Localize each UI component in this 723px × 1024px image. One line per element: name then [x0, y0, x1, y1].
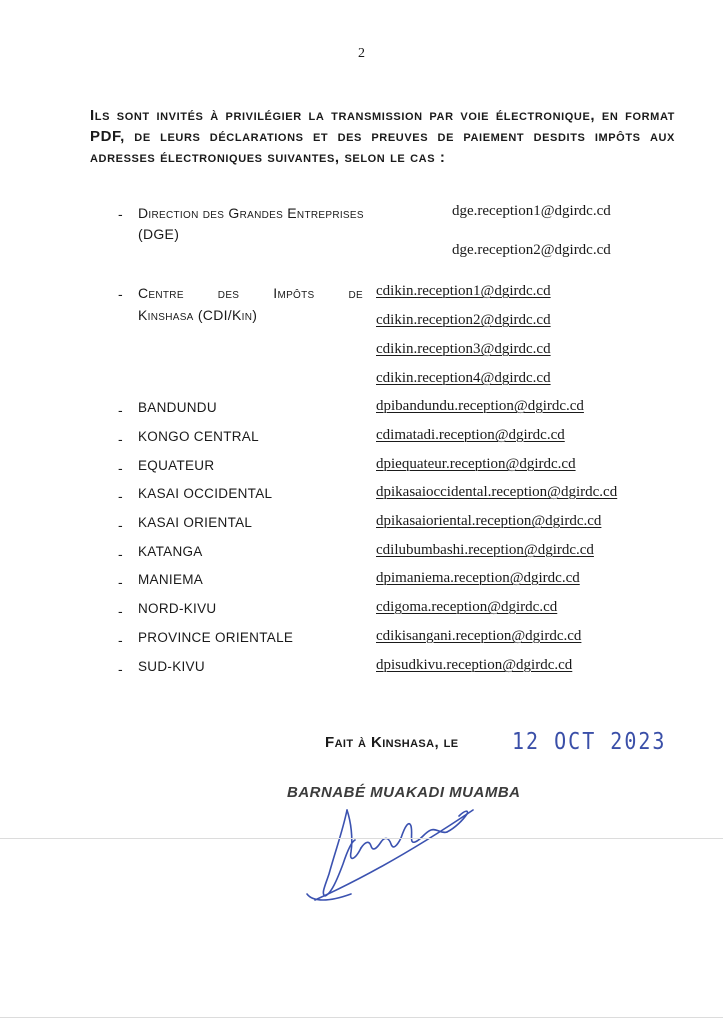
- list-dash: -: [118, 286, 123, 302]
- list-dash: -: [118, 206, 123, 222]
- province-name: KASAI OCCIDENTAL: [138, 486, 273, 501]
- province-email[interactable]: dpimaniema.reception@dgirdc.cd: [376, 570, 580, 586]
- list-dash: -: [118, 661, 123, 677]
- cdi-label-word: des: [217, 285, 240, 301]
- scan-edge-line: [0, 1017, 723, 1018]
- list-dash: -: [118, 603, 123, 619]
- list-dash: -: [118, 546, 123, 562]
- page-number: 2: [358, 46, 365, 61]
- date-stamp: 12 OCT 2023: [512, 727, 667, 755]
- province-email[interactable]: dpikasaioriental.reception@dgirdc.cd: [376, 513, 602, 529]
- list-dash: -: [118, 460, 123, 476]
- province-name: BANDUNDU: [138, 400, 217, 415]
- signatory-name: BARNABÉ MUAKADI MUAMBA: [287, 784, 521, 801]
- cdi-label-word: Impôts: [273, 285, 315, 301]
- cdi-label-word: Centre: [138, 285, 184, 301]
- province-name: EQUATEUR: [138, 458, 215, 473]
- province-email[interactable]: cdigoma.reception@dgirdc.cd: [376, 599, 558, 615]
- list-dash: -: [118, 488, 123, 504]
- province-email[interactable]: dpisudkivu.reception@dgirdc.cd: [376, 657, 573, 673]
- handwritten-signature: [285, 790, 485, 910]
- province-name: KONGO CENTRAL: [138, 429, 259, 444]
- province-email[interactable]: dpikasaioccidental.reception@dgirdc.cd: [376, 484, 618, 500]
- cdi-email-1[interactable]: cdikin.reception1@dgirdc.cd: [376, 283, 551, 299]
- cdi-label-word: de: [348, 285, 363, 301]
- list-dash: -: [118, 431, 123, 447]
- province-name: KASAI ORIENTAL: [138, 515, 253, 530]
- list-dash: -: [118, 402, 123, 418]
- province-name: SUD-KIVU: [138, 659, 205, 674]
- list-dash: -: [118, 632, 123, 648]
- cdi-label: [138, 285, 363, 301]
- closing-place: Fait à Kinshasa, le: [325, 734, 459, 751]
- intro-paragraph: Ils sont invités à privilégier la transmission par voie électronique, en format PDF, de leurs déclarations et des preuves de paiement desdits impôts aux adresses électroniques suivantes, selon le cas :: [90, 107, 675, 166]
- dge-label-abbr: (DGE): [138, 226, 180, 242]
- cdi-email-2[interactable]: cdikin.reception2@dgirdc.cd: [376, 312, 551, 328]
- dge-email-1: dge.reception1@dgirdc.cd: [452, 203, 611, 219]
- list-dash: -: [118, 574, 123, 590]
- cdi-email-3[interactable]: cdikin.reception3@dgirdc.cd: [376, 341, 551, 357]
- province-email[interactable]: cdimatadi.reception@dgirdc.cd: [376, 427, 565, 443]
- province-email[interactable]: dpibandundu.reception@dgirdc.cd: [376, 398, 584, 414]
- list-dash: -: [118, 517, 123, 533]
- dge-label: Direction des Grandes Entreprises: [138, 205, 364, 221]
- province-email[interactable]: cdilubumbashi.reception@dgirdc.cd: [376, 542, 594, 558]
- province-name: NORD-KIVU: [138, 601, 217, 616]
- scan-edge-line: [0, 838, 723, 839]
- province-email[interactable]: cdikisangani.reception@dgirdc.cd: [376, 628, 582, 644]
- province-name: PROVINCE ORIENTALE: [138, 630, 294, 645]
- dge-email-2: dge.reception2@dgirdc.cd: [452, 242, 611, 258]
- province-name: MANIEMA: [138, 572, 204, 587]
- province-name: KATANGA: [138, 544, 203, 559]
- cdi-label-line2: Kinshasa (CDI/Kin): [138, 307, 258, 323]
- province-email[interactable]: dpiequateur.reception@dgirdc.cd: [376, 456, 576, 472]
- cdi-email-4[interactable]: cdikin.reception4@dgirdc.cd: [376, 370, 551, 386]
